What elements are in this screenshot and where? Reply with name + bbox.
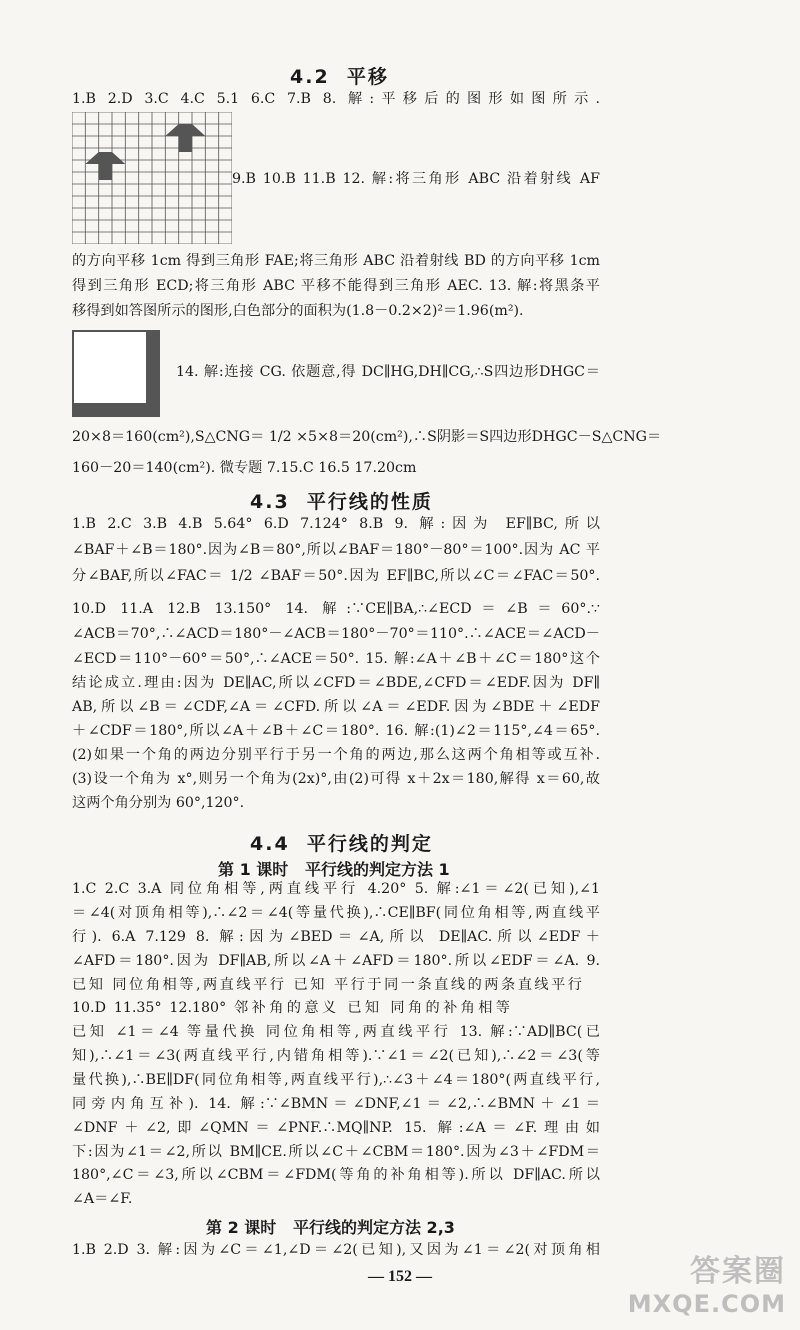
- lesson-subtitle: 第 2 课时 平行线的判定方法 2,3: [206, 1218, 455, 1237]
- site-watermark: [628, 1246, 786, 1318]
- black-strip-square-figure: [72, 330, 160, 417]
- section-title-4-2: 4.2 平移: [290, 66, 389, 88]
- answer-line: 移得到如答图所示的图形,白色部分的面积为(1.8－0.2×2)²＝1.96(m²).: [72, 303, 524, 319]
- answer-line: 180°,∠C＝∠3,所以∠CBM＝∠FDM(等角的补角相等).所以 DF∥AC.所以: [72, 1167, 600, 1183]
- answer-line: 1.C 2.C 3.A 同位角相等,两直线平行 4.20° 5. 解:∠1＝∠2(已知),∠1: [72, 881, 600, 897]
- answer-line: 知),∴∠1＝∠3(两直线平行,内错角相等).∵∠1＝∠2(已知),∴∠2＝∠3(等: [72, 1048, 600, 1064]
- answer-line: ∠BAF＋∠B＝180°.因为∠B＝80°,所以∠BAF＝180°－80°＝100°.因为 AC 平: [72, 542, 600, 558]
- translation-grid-figure: [72, 112, 232, 244]
- answer-line: 量代换),∴BE∥DF(同位角相等,两直线平行),∴∠3＋∠4＝180°(两直线平行,: [72, 1072, 600, 1088]
- answer-line: 这两个角分别为 60°,120°.: [72, 795, 245, 811]
- answer-line: 1.B 2.D 3.C 4.C 5.1 6.C 7.B 8. 解:平移后的图形如图所示.: [72, 91, 600, 107]
- answer-line: ∠ACB＝70°,∴∠ACD＝180°－∠ACB＝180°－70°＝110°.∴∠ACE＝∠ACD－: [72, 626, 600, 642]
- answer-line: 的方向平移 1cm 得到三角形 FAE;将三角形 ABC 沿着射线 BD 的方向平移 1cm: [72, 253, 600, 269]
- page-number: — 152 —: [368, 1268, 432, 1285]
- answer-line: 结论成立.理由:因为 DE∥AC,所以∠CFD＝∠BDE,∠CFD＝∠EDF.因为 DF∥: [72, 675, 600, 691]
- answer-line: 14. 解:连接 CG. 依题意,得 DC∥HG,DH∥CG,∴S四边形DHGC＝: [176, 364, 600, 380]
- answer-line: 分∠BAF,所以∠FAC＝ 1/2 ∠BAF＝50°.因为 EF∥BC,所以∠C＝∠FAC＝50°.: [72, 568, 600, 584]
- answer-line: (3)设一个角为 x°,则另一个角为(2x)°,由(2)可得 x＋2x＝180,解得 x＝60,故: [72, 771, 600, 787]
- answer-line: 10.D 11.A 12.B 13.150° 14. 解:∵CE∥BA,∴∠ECD＝∠B＝60°.∵: [72, 601, 600, 617]
- section-title-4-4: 4.4 平行线的判定: [250, 833, 433, 855]
- answer-line: ∠ECD＝110°－60°＝50°,∴∠ACE＝50°. 15. 解:∠A＋∠B＋∠C＝180°这个: [72, 651, 600, 667]
- answer-line: 已知 ∠1＝∠4 等量代换 同位角相等,两直线平行 13. 解:∵AD∥BC(已: [72, 1024, 600, 1040]
- arrow-stem-original: [99, 164, 112, 180]
- arrow-shape-translated: [165, 124, 205, 136]
- lesson-subtitle: 第 1 课时 平行线的判定方法 1: [218, 860, 450, 879]
- arrow-stem-translated: [179, 136, 192, 152]
- answer-line: 下:因为∠1＝∠2,所以 BM∥CE.所以∠C＋∠CBM＝180°.因为∠3＋∠FDM＝: [72, 1144, 600, 1160]
- answer-line: AB,所以∠B＝∠CDF,∠A＝∠CFD.所以∠A＝∠EDF.因为∠BDE＋∠EDF: [72, 699, 600, 715]
- answer-line: ∠DNF＋∠2,即∠QMN＝∠PNF.∴MQ∥NP. 15. 解:∠A＝∠F.理由如: [72, 1120, 600, 1136]
- answer-line: (2)如果一个角的两边分别平行于另一个角的两边,那么这两个角相等或互补.: [72, 747, 600, 763]
- arrow-shape-original: [85, 152, 125, 164]
- answer-line: 10.D 11.35° 12.180° 邻补角的意义 已知 同角的补角相等: [72, 1000, 510, 1016]
- answer-line: 行). 6.A 7.129 8. 解:因为∠BED＝∠A,所以 DE∥AC.所以∠EDF＋: [72, 929, 600, 945]
- answer-line: 20×8＝160(cm²),S△CNG＝ 1/2 ×5×8＝20(cm²),∴S阴影＝S四边形DHGC－S△CNG＝: [72, 429, 662, 445]
- watermark-logo-text: 答案圈: [690, 1254, 786, 1289]
- section-title-4-3: 4.3 平行线的性质: [250, 491, 433, 513]
- watermark-url: MXQE.COM: [627, 1290, 786, 1318]
- answer-line: 1.B 2.C 3.B 4.B 5.64° 6.D 7.124° 8.B 9. 解:因为 EF∥BC,所以: [72, 516, 600, 532]
- answer-line: ∠A＝∠F.: [72, 1191, 133, 1207]
- answer-line: 9.B 10.B 11.B 12. 解:将三角形 ABC 沿着射线 AF: [232, 171, 600, 187]
- answer-line: 同旁内角互补). 14. 解:∵∠BMN＝∠DNF,∠1＝∠2,∴∠BMN＋∠1＝: [72, 1096, 600, 1112]
- answer-line: 得到三角形 ECD;将三角形 ABC 平移不能得到三角形 AEC. 13. 解:将黑条平: [72, 278, 600, 294]
- answer-line: ＝∠4(对顶角相等),∴∠2＝∠4(等量代换),∴CE∥BF(同位角相等,两直线平: [72, 905, 600, 921]
- answer-line: 1.B 2.D 3. 解:因为∠C＝∠1,∠D＝∠2(已知),又因为∠1＝∠2(对顶角相: [72, 1242, 600, 1258]
- answer-line: ∠AFD＝180°.因为 DF∥AB,所以∠A＋∠AFD＝180°.所以∠EDF＝∠A. 9.: [72, 953, 600, 969]
- answer-line: 已知 同位角相等,两直线平行 已知 平行于同一条直线的两条直线平行: [72, 977, 582, 993]
- answer-line: 160－20＝140(cm²). 微专题 7.15.C 16.5 17.20cm: [72, 460, 417, 476]
- answer-line: ＋∠CDF＝180°,所以∠A＋∠B＋∠C＝180°. 16. 解:(1)∠2＝115°,∠4＝65°.: [72, 723, 600, 739]
